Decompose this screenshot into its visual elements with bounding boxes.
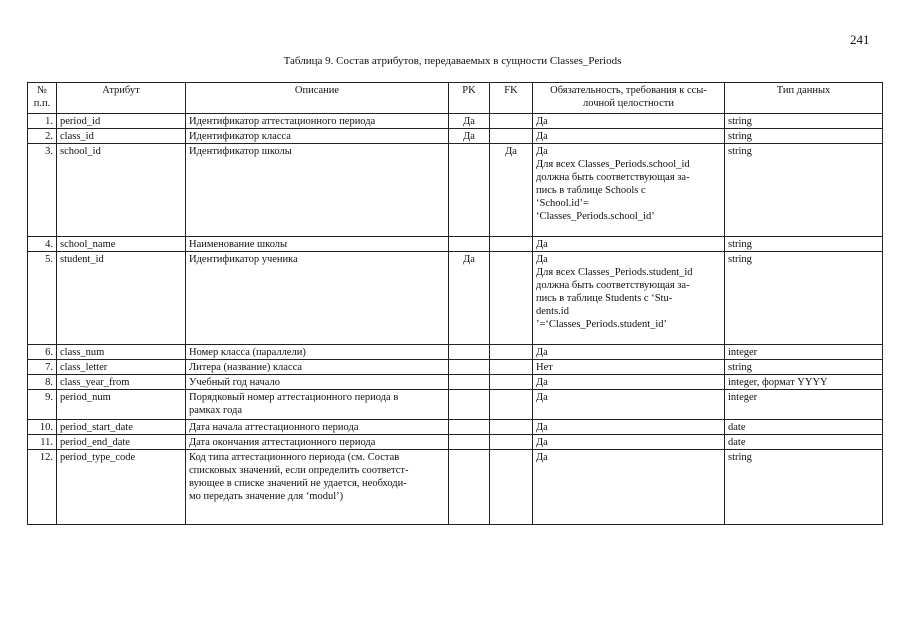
requirement-cell: Да (533, 390, 725, 420)
attribute-name: class_year_from (57, 375, 186, 390)
row-number: 3. (28, 144, 57, 237)
table-row (28, 420, 883, 435)
data-type-cell: string (725, 237, 883, 252)
attribute-description: Идентификатор ученика (186, 252, 449, 345)
row-number: 9. (28, 390, 57, 420)
column-header-description: Описание (186, 83, 449, 114)
attribute-name: class_id (57, 129, 186, 144)
table-row (28, 360, 883, 375)
requirement-cell: Да (533, 435, 725, 450)
table-row (28, 144, 883, 237)
requirement-cell: Да (533, 450, 725, 525)
data-type-cell: integer (725, 345, 883, 360)
pk-cell: Да (449, 129, 490, 144)
data-type-cell: string (725, 360, 883, 375)
column-header-number: № п.п. (28, 83, 57, 114)
pk-cell (449, 237, 490, 252)
fk-cell (490, 435, 533, 450)
row-number: 2. (28, 129, 57, 144)
table-row (28, 450, 883, 525)
attributes-table (27, 82, 883, 525)
row-number: 7. (28, 360, 57, 375)
row-number: 12. (28, 450, 57, 525)
requirement-cell: Да (533, 129, 725, 144)
fk-cell (490, 420, 533, 435)
requirement-cell: Да Для всех Classes_Periods.school_id должна быть соответствующая за- пись в таблице Schools с ‘School.id’= ‘Classes_Periods.school_id’ (533, 144, 725, 237)
column-header-attribute: Атрибут (57, 83, 186, 114)
fk-cell (490, 450, 533, 525)
requirement-cell: Да (533, 375, 725, 390)
attribute-description: Литера (название) класса (186, 360, 449, 375)
attribute-description: Дата окончания аттестационного периода (186, 435, 449, 450)
pk-cell (449, 435, 490, 450)
attribute-name: student_id (57, 252, 186, 345)
row-number: 10. (28, 420, 57, 435)
requirement-cell: Да Для всех Classes_Periods.student_id должна быть соответствующая за- пись в таблице Students с ‘Stu- dents.id ’=‘Classes_Periods.student_id’ (533, 252, 725, 345)
pk-cell (449, 390, 490, 420)
attribute-description: Порядковый номер аттестационного периода в рамках года (186, 390, 449, 420)
attribute-name: class_num (57, 345, 186, 360)
page-number: 241 (850, 32, 870, 47)
table-row (28, 114, 883, 129)
fk-cell (490, 252, 533, 345)
table-row (28, 345, 883, 360)
pk-cell: Да (449, 114, 490, 129)
table-row (28, 375, 883, 390)
data-type-cell: string (725, 144, 883, 237)
table-row (28, 237, 883, 252)
table-row (28, 390, 883, 420)
attribute-description: Идентификатор аттестационного периода (186, 114, 449, 129)
pk-cell (449, 375, 490, 390)
attribute-name: school_id (57, 144, 186, 237)
attribute-name: period_end_date (57, 435, 186, 450)
data-type-cell: string (725, 114, 883, 129)
attribute-name: period_id (57, 114, 186, 129)
attribute-name: school_name (57, 237, 186, 252)
column-header-fk: FK (490, 83, 533, 114)
row-number: 11. (28, 435, 57, 450)
attribute-description: Учебный год начало (186, 375, 449, 390)
attribute-description: Идентификатор школы (186, 144, 449, 237)
attribute-name: period_type_code (57, 450, 186, 525)
data-type-cell: string (725, 129, 883, 144)
table-caption: Таблица 9. Состав атрибутов, передаваемых в сущности Classes_Periods (283, 55, 622, 67)
attribute-name: class_letter (57, 360, 186, 375)
attribute-description: Номер класса (параллели) (186, 345, 449, 360)
requirement-cell: Нет (533, 360, 725, 375)
column-header-data-type: Тип данных (725, 83, 883, 114)
data-type-cell: date (725, 435, 883, 450)
attribute-description: Идентификатор класса (186, 129, 449, 144)
pk-cell (449, 360, 490, 375)
pk-cell (449, 345, 490, 360)
row-number: 6. (28, 345, 57, 360)
data-type-cell: date (725, 420, 883, 435)
fk-cell (490, 375, 533, 390)
attribute-name: period_start_date (57, 420, 186, 435)
row-number: 5. (28, 252, 57, 345)
table-row (28, 129, 883, 144)
pk-cell (449, 144, 490, 237)
attribute-description: Наименование школы (186, 237, 449, 252)
requirement-cell: Да (533, 345, 725, 360)
requirement-cell: Да (533, 420, 725, 435)
data-type-cell: integer (725, 390, 883, 420)
column-header-requirement: Обязательность, требования к ссы- лочной целостности (533, 83, 725, 114)
fk-cell (490, 237, 533, 252)
row-number: 1. (28, 114, 57, 129)
column-header-pk: PK (449, 83, 490, 114)
fk-cell (490, 390, 533, 420)
pk-cell (449, 450, 490, 525)
data-type-cell: string (725, 450, 883, 525)
row-number: 4. (28, 237, 57, 252)
data-type-cell: string (725, 252, 883, 345)
data-type-cell: integer, формат YYYY (725, 375, 883, 390)
attribute-name: period_num (57, 390, 186, 420)
requirement-cell: Да (533, 237, 725, 252)
pk-cell: Да (449, 252, 490, 345)
requirement-cell: Да (533, 114, 725, 129)
row-number: 8. (28, 375, 57, 390)
table-row (28, 252, 883, 345)
pk-cell (449, 420, 490, 435)
attribute-description: Дата начала аттестационного периода (186, 420, 449, 435)
fk-cell (490, 345, 533, 360)
fk-cell (490, 360, 533, 375)
table-row (28, 435, 883, 450)
table-header-row (28, 83, 883, 114)
fk-cell: Да (490, 144, 533, 237)
attribute-description: Код типа аттестационного периода (см. Состав списковых значений, если определить соответст- вующее в списке значений не удается, необходи- мо передать значение для ‘modul’) (186, 450, 449, 525)
fk-cell (490, 114, 533, 129)
fk-cell (490, 129, 533, 144)
